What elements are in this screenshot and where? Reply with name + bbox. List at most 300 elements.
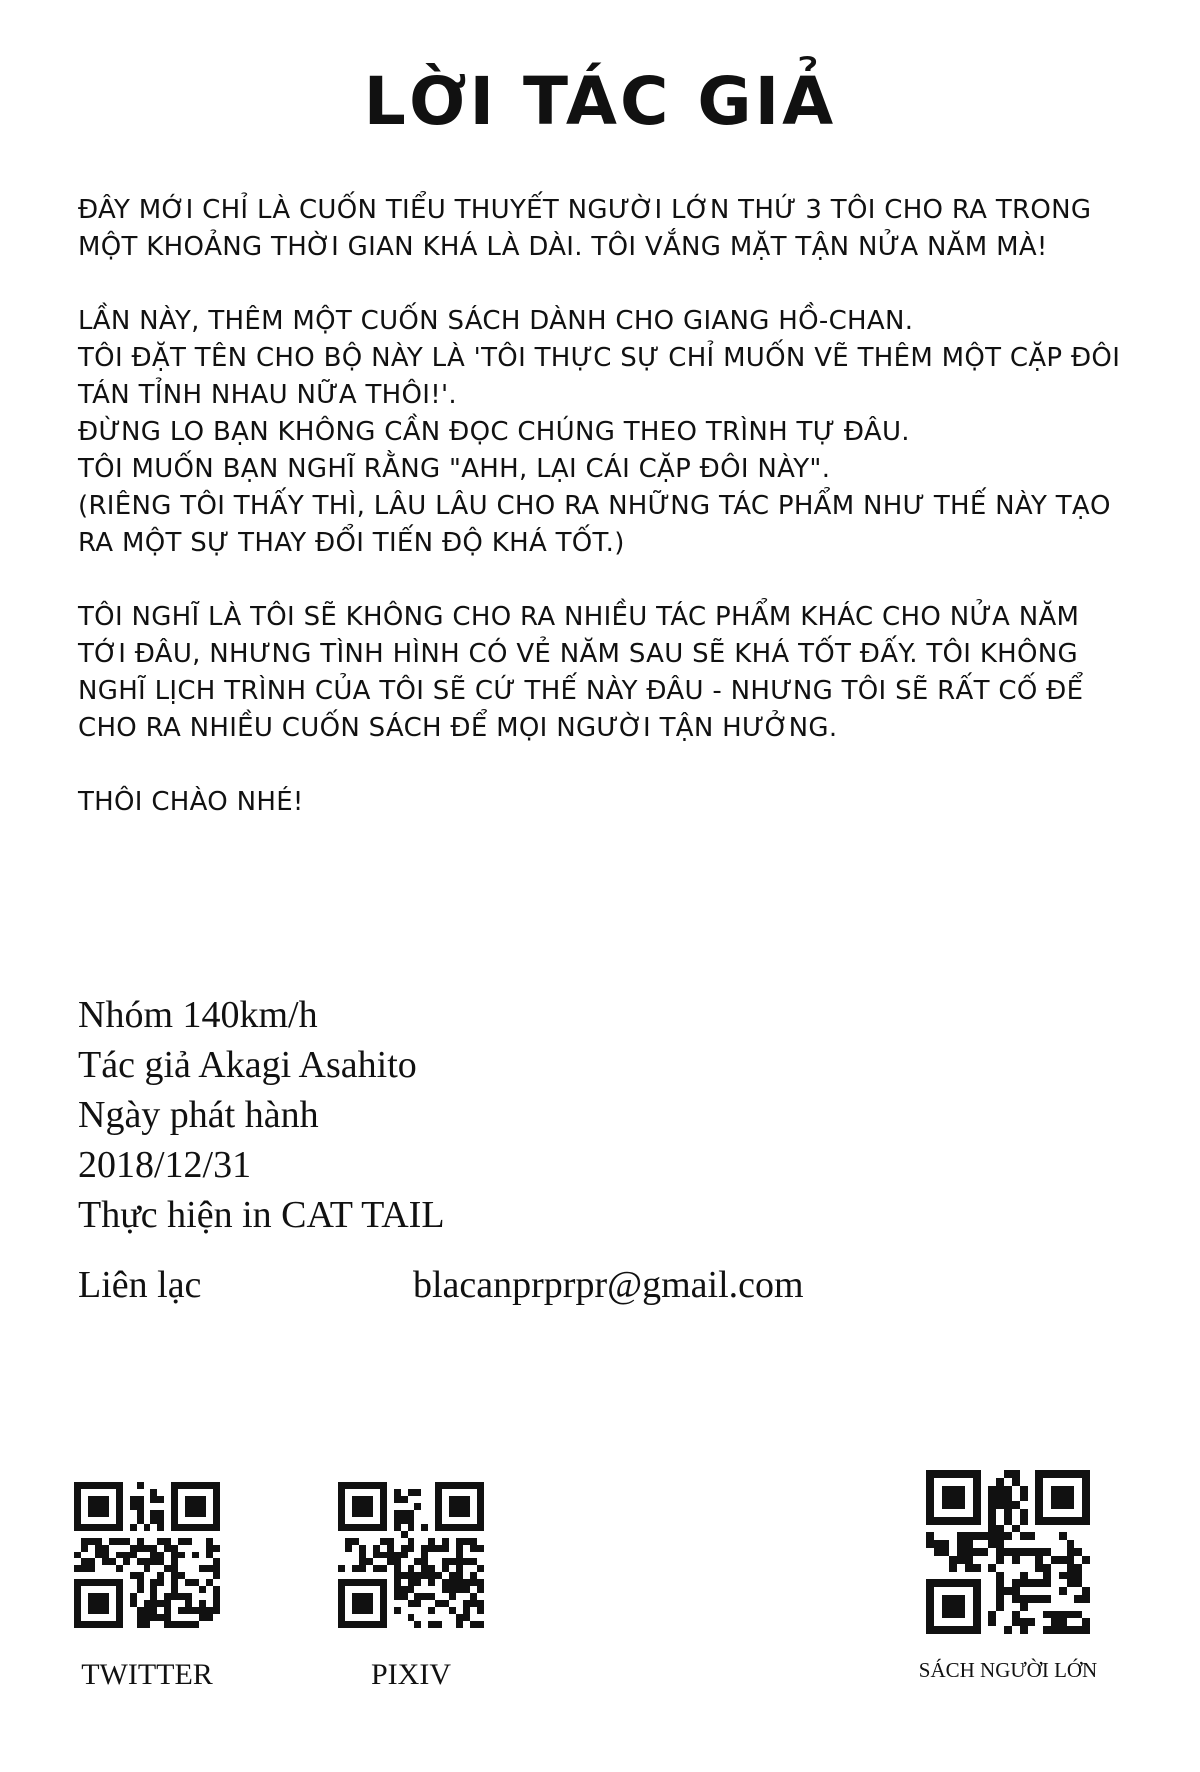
- qr-module: [428, 1558, 435, 1565]
- qr-module: [435, 1524, 442, 1531]
- qr-module: [1035, 1603, 1043, 1611]
- qr-module: [934, 1603, 942, 1611]
- qr-module: [116, 1489, 123, 1496]
- qr-module: [1082, 1611, 1090, 1619]
- qr-module: [359, 1586, 366, 1593]
- qr-module: [123, 1531, 130, 1538]
- qr-module: [116, 1565, 123, 1572]
- qr-module: [345, 1538, 352, 1545]
- qr-module: [926, 1509, 934, 1517]
- qr-module: [338, 1621, 345, 1628]
- qr-module: [973, 1548, 981, 1556]
- twitter-qr-code[interactable]: [74, 1482, 220, 1628]
- qr-module: [81, 1545, 88, 1552]
- qr-module: [116, 1614, 123, 1621]
- qr-module: [1035, 1478, 1043, 1486]
- qr-module: [463, 1614, 470, 1621]
- qr-module: [926, 1517, 934, 1525]
- qr-module: [1082, 1525, 1090, 1533]
- qr-module: [137, 1558, 144, 1565]
- text-line: RA MỘT SỰ THAY ĐỔI TIẾN ĐỘ KHÁ TỐT.): [78, 528, 625, 558]
- qr-module: [957, 1626, 965, 1634]
- qr-module: [401, 1621, 408, 1628]
- qr-module: [401, 1614, 408, 1621]
- qr-module: [109, 1538, 116, 1545]
- qr-module: [359, 1572, 366, 1579]
- qr-module: [171, 1593, 178, 1600]
- qr-module: [102, 1482, 109, 1489]
- qr-module: [1028, 1556, 1036, 1564]
- qr-module: [981, 1603, 989, 1611]
- qr-module: [421, 1489, 428, 1496]
- qr-module: [1059, 1501, 1067, 1509]
- twitter-label: TWITTER: [81, 1658, 213, 1691]
- qr-module: [428, 1586, 435, 1593]
- qr-module: [394, 1503, 401, 1510]
- qr-module: [934, 1587, 942, 1595]
- qr-module: [988, 1525, 996, 1533]
- qr-module: [1035, 1564, 1043, 1572]
- qr-module: [470, 1572, 477, 1579]
- qr-module: [387, 1565, 394, 1572]
- qr-module: [1074, 1478, 1082, 1486]
- qr-module: [1012, 1626, 1020, 1634]
- qr-module: [1012, 1548, 1020, 1556]
- qr-module: [116, 1593, 123, 1600]
- qr-module: [199, 1531, 206, 1538]
- qr-module: [949, 1618, 957, 1626]
- qr-module: [1082, 1587, 1090, 1595]
- qr-module: [463, 1593, 470, 1600]
- qr-module: [373, 1579, 380, 1586]
- qr-module: [88, 1565, 95, 1572]
- qr-module: [973, 1493, 981, 1501]
- qr-module: [380, 1489, 387, 1496]
- qr-module: [1020, 1556, 1028, 1564]
- qr-module: [435, 1579, 442, 1586]
- qr-module: [164, 1503, 171, 1510]
- qr-module: [213, 1524, 220, 1531]
- qr-module: [394, 1614, 401, 1621]
- qr-module: [996, 1548, 1004, 1556]
- qr-module: [74, 1503, 81, 1510]
- qr-module: [123, 1579, 130, 1586]
- qr-module: [1004, 1470, 1012, 1478]
- qr-module: [144, 1510, 151, 1517]
- qr-module: [456, 1586, 463, 1593]
- qr-module: [95, 1572, 102, 1579]
- qr-module: [1074, 1611, 1082, 1619]
- text-line: TÔI NGHĨ LÀ TÔI SẼ KHÔNG CHO RA NHIỀU TÁC PHẨM KHÁC CHO NỬA NĂM: [78, 602, 1080, 632]
- qr-module: [157, 1510, 164, 1517]
- qr-module: [359, 1545, 366, 1552]
- qr-module: [380, 1600, 387, 1607]
- qr-module: [942, 1579, 950, 1587]
- qr-module: [477, 1558, 484, 1565]
- qr-module: [442, 1579, 449, 1586]
- qr-module: [199, 1510, 206, 1517]
- qr-module: [345, 1489, 352, 1496]
- qr-module: [1074, 1548, 1082, 1556]
- qr-module: [456, 1607, 463, 1614]
- qr-module: [1074, 1626, 1082, 1634]
- qr-module: [1074, 1595, 1082, 1603]
- qr-module: [81, 1593, 88, 1600]
- qr-module: [345, 1593, 352, 1600]
- qr-module: [116, 1572, 123, 1579]
- qr-module: [81, 1531, 88, 1538]
- qr-module: [421, 1510, 428, 1517]
- qr-module: [965, 1587, 973, 1595]
- qr-module: [435, 1482, 442, 1489]
- qr-module: [401, 1531, 408, 1538]
- qr-module: [338, 1538, 345, 1545]
- qr-module: [144, 1579, 151, 1586]
- qr-module: [449, 1552, 456, 1559]
- qr-module: [1028, 1564, 1036, 1572]
- qr-module: [408, 1572, 415, 1579]
- qr-module: [942, 1587, 950, 1595]
- qr-module: [926, 1618, 934, 1626]
- qr-module: [352, 1482, 359, 1489]
- qr-module: [942, 1525, 950, 1533]
- qr-module: [123, 1545, 130, 1552]
- qr-module: [981, 1532, 989, 1540]
- qr-module: [988, 1587, 996, 1595]
- qr-module: [345, 1579, 352, 1586]
- qr-module: [102, 1503, 109, 1510]
- qr-module: [996, 1493, 1004, 1501]
- qr-module: [1074, 1540, 1082, 1548]
- qr-module: [428, 1517, 435, 1524]
- qr-module: [81, 1579, 88, 1586]
- qr-module: [164, 1586, 171, 1593]
- qr-module: [137, 1572, 144, 1579]
- qr-module: [1059, 1517, 1067, 1525]
- qr-module: [942, 1532, 950, 1540]
- qr-module: [435, 1496, 442, 1503]
- qr-module: [981, 1486, 989, 1494]
- qr-module: [477, 1607, 484, 1614]
- qr-module: [116, 1586, 123, 1593]
- qr-module: [456, 1579, 463, 1586]
- qr-module: [1004, 1626, 1012, 1634]
- qr-module: [144, 1531, 151, 1538]
- qr-module: [345, 1510, 352, 1517]
- qr-module: [442, 1524, 449, 1531]
- text-line: TÔI MUỐN BẠN NGHĨ RẰNG "AHH, LẠI CÁI CẶP ĐÔI NÀY".: [78, 454, 831, 484]
- qr-module: [1059, 1525, 1067, 1533]
- qr-module: [949, 1556, 957, 1564]
- qr-module: [102, 1510, 109, 1517]
- qr-module: [1082, 1595, 1090, 1603]
- qr-module: [380, 1614, 387, 1621]
- qr-module: [414, 1558, 421, 1565]
- contact-label: Liên lạc: [78, 1264, 202, 1306]
- qr-module: [1004, 1525, 1012, 1533]
- qr-module: [74, 1545, 81, 1552]
- qr-module: [123, 1600, 130, 1607]
- qr-module: [137, 1586, 144, 1593]
- qr-module: [359, 1607, 366, 1614]
- qr-module: [116, 1496, 123, 1503]
- qr-module: [408, 1565, 415, 1572]
- qr-module: [373, 1503, 380, 1510]
- qr-module: [178, 1510, 185, 1517]
- qr-module: [366, 1496, 373, 1503]
- qr-module: [352, 1489, 359, 1496]
- qr-module: [1012, 1587, 1020, 1595]
- qr-module: [988, 1564, 996, 1572]
- qr-module: [996, 1478, 1004, 1486]
- qr-module: [1059, 1478, 1067, 1486]
- qr-module: [109, 1510, 116, 1517]
- qr-module: [942, 1509, 950, 1517]
- qr-module: [1028, 1540, 1036, 1548]
- colophon: [78, 990, 445, 1240]
- pixiv-qr-code[interactable]: [338, 1482, 484, 1628]
- qr-module: [408, 1607, 415, 1614]
- qr-module: [988, 1603, 996, 1611]
- qr-module: [1035, 1493, 1043, 1501]
- qr-module: [442, 1552, 449, 1559]
- qr-module: [435, 1517, 442, 1524]
- qr-module: [394, 1482, 401, 1489]
- qr-module: [185, 1517, 192, 1524]
- qr-module: [394, 1579, 401, 1586]
- qr-module: [1051, 1587, 1059, 1595]
- qr-module: [137, 1489, 144, 1496]
- qr-module: [1059, 1618, 1067, 1626]
- qr-module: [81, 1600, 88, 1607]
- qr-module: [373, 1586, 380, 1593]
- qr-module: [401, 1552, 408, 1559]
- qr-module: [470, 1531, 477, 1538]
- qr-module: [206, 1600, 213, 1607]
- qr-module: [414, 1621, 421, 1628]
- qr-module: [345, 1565, 352, 1572]
- qr-module: [1028, 1470, 1036, 1478]
- qr-module: [123, 1489, 130, 1496]
- qr-module: [213, 1586, 220, 1593]
- qr-module: [926, 1595, 934, 1603]
- qr-module: [435, 1600, 442, 1607]
- qr-module: [996, 1603, 1004, 1611]
- qr-module: [926, 1493, 934, 1501]
- qr-module: [373, 1517, 380, 1524]
- qr-module: [470, 1503, 477, 1510]
- qr-module: [401, 1558, 408, 1565]
- qr-module: [973, 1611, 981, 1619]
- qr-module: [957, 1517, 965, 1525]
- qr-module: [352, 1593, 359, 1600]
- qr-module: [213, 1579, 220, 1586]
- qr-module: [470, 1510, 477, 1517]
- qr-module: [477, 1572, 484, 1579]
- qr-module: [449, 1565, 456, 1572]
- qr-module: [359, 1621, 366, 1628]
- qr-module: [102, 1538, 109, 1545]
- qr-module: [470, 1621, 477, 1628]
- qr-module: [352, 1600, 359, 1607]
- qr-module: [74, 1600, 81, 1607]
- qr-module: [1074, 1509, 1082, 1517]
- qr-module: [102, 1496, 109, 1503]
- qr-module: [401, 1503, 408, 1510]
- qr-module: [109, 1607, 116, 1614]
- qr-module: [965, 1478, 973, 1486]
- qr-module: [95, 1579, 102, 1586]
- qr-module: [463, 1572, 470, 1579]
- qr-module: [192, 1482, 199, 1489]
- qr-module: [95, 1593, 102, 1600]
- qr-module: [102, 1489, 109, 1496]
- qr-module: [449, 1579, 456, 1586]
- qr-module: [387, 1538, 394, 1545]
- qr-module: [366, 1538, 373, 1545]
- paragraph-1: [78, 192, 1144, 266]
- qr-module: [428, 1600, 435, 1607]
- qr-module: [164, 1538, 171, 1545]
- qr-module: [949, 1548, 957, 1556]
- qr-module: [1067, 1595, 1075, 1603]
- qr-module: [428, 1614, 435, 1621]
- qr-module: [456, 1614, 463, 1621]
- qr-module: [144, 1517, 151, 1524]
- qr-module: [109, 1489, 116, 1496]
- qr-module: [109, 1503, 116, 1510]
- qr-module: [435, 1538, 442, 1545]
- qr-module: [456, 1600, 463, 1607]
- qr-module: [1043, 1603, 1051, 1611]
- qr-module: [394, 1558, 401, 1565]
- qr-module: [435, 1531, 442, 1538]
- qr-module: [206, 1531, 213, 1538]
- qr-module: [1059, 1587, 1067, 1595]
- qr-module: [185, 1565, 192, 1572]
- qr-module: [81, 1586, 88, 1593]
- qr-module: [949, 1611, 957, 1619]
- qr-module: [192, 1524, 199, 1531]
- qr-module: [88, 1524, 95, 1531]
- qr-module: [144, 1600, 151, 1607]
- qr-module: [123, 1621, 130, 1628]
- qr-module: [1074, 1493, 1082, 1501]
- qr-module: [88, 1607, 95, 1614]
- qr-module: [387, 1517, 394, 1524]
- qr-module: [408, 1482, 415, 1489]
- qr-module: [934, 1493, 942, 1501]
- qr-module: [95, 1482, 102, 1489]
- qr-module: [171, 1572, 178, 1579]
- qr-module: [213, 1489, 220, 1496]
- qr-module: [130, 1593, 137, 1600]
- qr-module: [965, 1626, 973, 1634]
- qr-module: [942, 1572, 950, 1580]
- qr-module: [116, 1558, 123, 1565]
- qr-module: [1082, 1470, 1090, 1478]
- qr-module: [338, 1503, 345, 1510]
- qr-module: [95, 1517, 102, 1524]
- qr-module: [81, 1482, 88, 1489]
- qr-module: [435, 1607, 442, 1614]
- qr-module: [414, 1552, 421, 1559]
- qr-module: [338, 1558, 345, 1565]
- qr-module: [1043, 1532, 1051, 1540]
- qr-module: [130, 1586, 137, 1593]
- qr-module: [192, 1531, 199, 1538]
- qr-module: [408, 1558, 415, 1565]
- qr-module: [359, 1600, 366, 1607]
- qr-module: [109, 1545, 116, 1552]
- qr-module: [345, 1614, 352, 1621]
- qr-module: [408, 1579, 415, 1586]
- qr-module: [137, 1565, 144, 1572]
- qr-module: [95, 1503, 102, 1510]
- qr-module: [988, 1486, 996, 1494]
- qr-module: [449, 1607, 456, 1614]
- qr-module: [421, 1579, 428, 1586]
- qr-module: [130, 1579, 137, 1586]
- qr-module: [206, 1621, 213, 1628]
- qr-module: [88, 1614, 95, 1621]
- qr-module: [1012, 1532, 1020, 1540]
- qr-module: [401, 1489, 408, 1496]
- qr-module: [449, 1621, 456, 1628]
- qr-module: [408, 1496, 415, 1503]
- qr-module: [157, 1545, 164, 1552]
- qr-module: [373, 1600, 380, 1607]
- qr-module: [1082, 1564, 1090, 1572]
- qr-module: [926, 1540, 934, 1548]
- qr-module: [150, 1524, 157, 1531]
- qr-module: [178, 1607, 185, 1614]
- qr-module: [130, 1531, 137, 1538]
- qr-module: [973, 1564, 981, 1572]
- qr-module: [470, 1524, 477, 1531]
- qr-module: [157, 1565, 164, 1572]
- qr-module: [164, 1482, 171, 1489]
- adult-book-qr-code[interactable]: [926, 1470, 1090, 1634]
- qr-module: [401, 1593, 408, 1600]
- qr-module: [137, 1531, 144, 1538]
- qr-module: [1059, 1572, 1067, 1580]
- pixiv-label: PIXIV: [371, 1658, 451, 1691]
- qr-module: [164, 1531, 171, 1538]
- qr-module: [949, 1572, 957, 1580]
- qr-module: [449, 1572, 456, 1579]
- qr-module: [359, 1593, 366, 1600]
- qr-module: [345, 1503, 352, 1510]
- qr-module: [178, 1572, 185, 1579]
- qr-module: [1028, 1478, 1036, 1486]
- qr-module: [352, 1510, 359, 1517]
- qr-module: [338, 1524, 345, 1531]
- qr-module: [477, 1545, 484, 1552]
- qr-module: [213, 1510, 220, 1517]
- qr-module: [1082, 1579, 1090, 1587]
- qr-module: [435, 1621, 442, 1628]
- qr-module: [352, 1503, 359, 1510]
- qr-module: [470, 1586, 477, 1593]
- qr-module: [157, 1517, 164, 1524]
- qr-module: [1020, 1618, 1028, 1626]
- qr-module: [373, 1621, 380, 1628]
- qr-module: [88, 1600, 95, 1607]
- qr-module: [164, 1565, 171, 1572]
- qr-module: [171, 1510, 178, 1517]
- qr-module: [926, 1611, 934, 1619]
